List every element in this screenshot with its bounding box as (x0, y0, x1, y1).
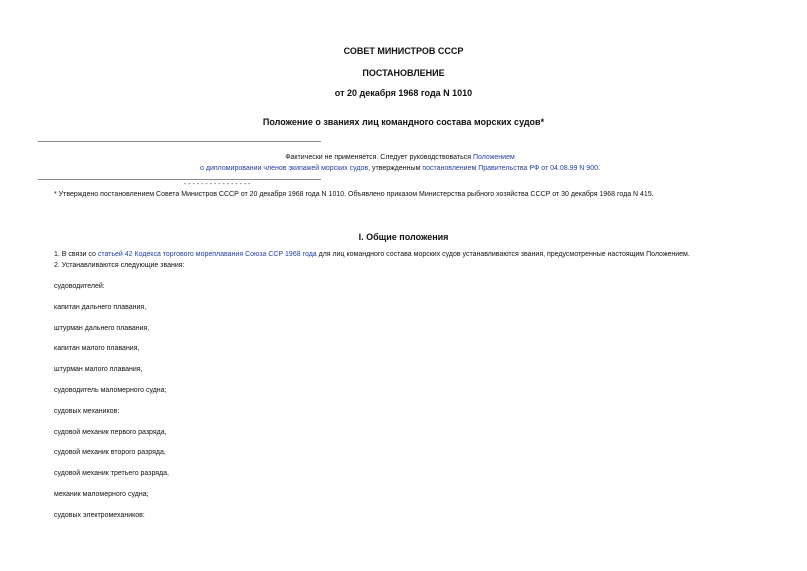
list-item: штурман малого плавания, (54, 366, 143, 374)
list-item: капитан малого плавания, (54, 345, 140, 353)
list-item: судоводитель маломерного судна; (54, 386, 167, 394)
paragraph-1-prefix: 1. В связи со (54, 251, 98, 258)
list-item: судовой механик третьего разряда, (54, 470, 169, 478)
list-item: штурман дальнего плавания, (54, 324, 150, 332)
paragraph-1 (54, 251, 690, 258)
maritime-code-link[interactable]: статьей 42 Кодекса торгового мореплавания Союза ССР 1968 года (97, 251, 317, 258)
footnote-text: * Утверждено постановлением Совета Министров СССР от 20 декабря 1968 года N 1010. Объявлено приказом Министерства рыбного хозяйства СССР от 30 декабря 1968 года N 415. (54, 191, 654, 198)
list-item: капитан дальнего плавания, (54, 303, 147, 311)
doc-title: Положение о званиях лиц командного состава морских судов* (262, 117, 545, 127)
footnote-separator: - - - - - - - - - - - - - - - - (184, 181, 251, 188)
section-title: I. Общие положения (358, 232, 449, 242)
council-heading: СОВЕТ МИНИСТРОВ СССР (343, 46, 464, 56)
diploma-regulation-link[interactable]: о дипломировании членов экипажей морских судов (200, 165, 369, 172)
list-item: судоводителей: (54, 283, 105, 290)
doc-date-heading: от 20 декабря 1968 года N 1010 (334, 88, 473, 98)
doc-type-heading: ПОСТАНОВЛЕНИЕ (362, 68, 445, 78)
notice-block (100, 152, 700, 174)
list-item: судовых электромехаников: (54, 511, 145, 519)
ranks-list (54, 282, 169, 532)
notice-suffix: . (598, 165, 600, 172)
list-item: механик маломерного судна; (54, 490, 149, 498)
list-item: судовой механик первого разряда, (54, 428, 167, 436)
list-item: судовой механик второго разряда, (54, 449, 166, 457)
notice-top-rule (38, 141, 321, 142)
paragraph-2: 2. Устанавливаются следующие звания: (54, 262, 185, 269)
government-decree-link[interactable]: постановлением Правительства РФ от 04.08.99 N 900 (422, 165, 598, 172)
notice-prefix: Фактически не применяется. Следует руководствоваться (285, 154, 473, 161)
notice-bottom-rule (38, 179, 321, 180)
list-item: судовых механиков: (54, 407, 120, 415)
notice-middle: , утвержденным (368, 165, 423, 172)
paragraph-1-suffix: для лиц командного состава морских судов устанавливаются звания, предусмотренные настоящим Положением. (316, 251, 690, 258)
regulation-link[interactable]: Положением (472, 154, 515, 161)
